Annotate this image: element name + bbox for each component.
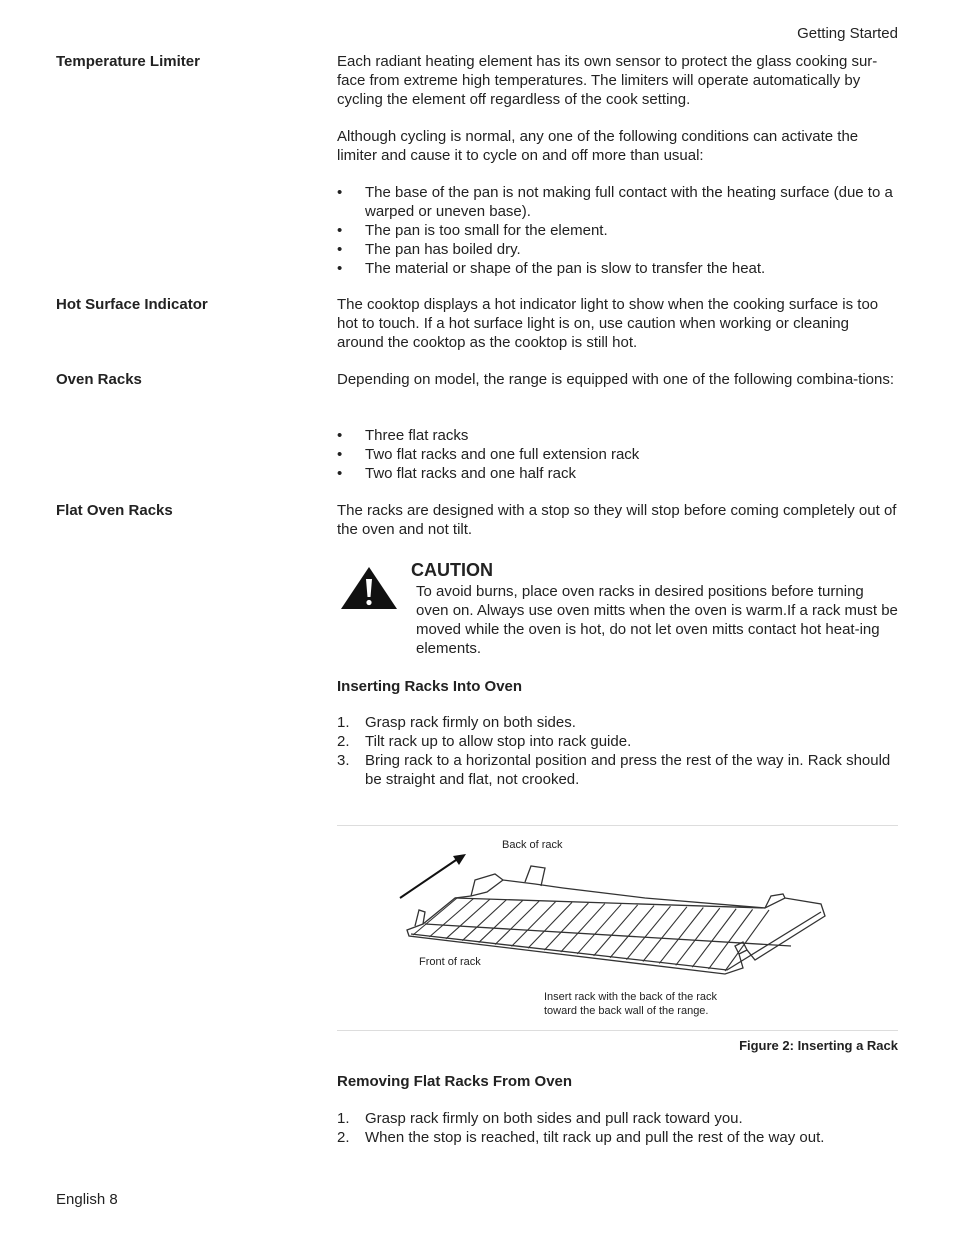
list-item: • The material or shape of the pan is slow to transfer the heat.	[337, 260, 766, 277]
list-item-text: Grasp rack firmly on both sides and pull rack toward you.	[365, 1110, 743, 1127]
running-header: Getting Started	[797, 25, 898, 42]
list-item-text: The pan has boiled dry.	[365, 241, 521, 258]
rack-slat	[429, 899, 473, 937]
rack-slat	[413, 898, 457, 935]
figure-note-line2: toward the back wall of the range.	[544, 1005, 709, 1017]
rack-slat	[626, 906, 670, 959]
rack-slat	[544, 903, 588, 950]
rack-slat	[610, 906, 654, 958]
list-item: • Two flat racks and one full extension rack	[337, 446, 640, 463]
list-item: • The pan is too small for the element.	[337, 222, 608, 239]
caution-text: To avoid burns, place oven racks in desired positions before turning oven on. Always use oven mitts when the oven is warm.If a rack must be moved while the oven is hot, do not let oven mitts contact hot heat-ing elements.	[416, 583, 898, 657]
figure-note-line1: Insert rack with the back of the rack	[544, 991, 718, 1003]
inserting-steps	[337, 713, 899, 789]
rack-slat	[692, 909, 736, 967]
figure-front-label: Front of rack	[419, 956, 481, 968]
heading-removing-racks: Removing Flat Racks From Oven	[337, 1073, 573, 1090]
list-item-text: Bring rack to a horizontal position and press the rest of the way in. Rack should be straight and flat, not crooked.	[365, 752, 891, 788]
hot-surface-para: The cooktop displays a hot indicator light to show when the cooking surface is too hot to touch. If a hot surface light is on, use caution when working or cleaning around the cooktop as the cooktop is still hot.	[337, 296, 879, 351]
flat-racks-para: The racks are designed with a stop so they will stop before coming completely out of the oven and not tilt.	[337, 502, 897, 538]
heading-oven-racks: Oven Racks	[56, 371, 142, 388]
heading-temperature-limiter: Temperature Limiter	[56, 53, 200, 70]
figure-back-label: Back of rack	[502, 839, 563, 851]
oven-racks-bullets	[337, 426, 899, 483]
rack-slat	[561, 904, 605, 952]
temperature-limiter-para2: Although cycling is normal, any one of the following conditions can activate the limiter and cause it to cycle on and off more than usual:	[337, 128, 859, 164]
rack-slat	[512, 902, 556, 947]
rack-slat	[594, 905, 638, 956]
oven-rack-illustration	[395, 850, 835, 980]
list-item-text: The pan is too small for the element.	[365, 222, 608, 239]
heading-hot-surface-indicator: Hot Surface Indicator	[56, 296, 208, 313]
list-item: 1. Grasp rack firmly on both sides and pull rack toward you.	[337, 1110, 743, 1127]
rack-slat	[479, 901, 523, 943]
list-item-text: The material or shape of the pan is slow to transfer the heat.	[365, 260, 766, 277]
removing-steps	[337, 1109, 899, 1147]
list-item: 1. Grasp rack firmly on both sides.	[337, 714, 576, 731]
temperature-limiter-para1: Each radiant heating element has its own sensor to protect the glass cooking sur-face from extreme high temperatures. The limiters will operate automatically by cycling the element off regardless of the cook setting.	[337, 53, 878, 108]
list-item-text: When the stop is reached, tilt rack up and pull the rest of the way out.	[365, 1129, 825, 1146]
list-item-text: Three flat racks	[365, 427, 469, 444]
figure-caption: Figure 2: Inserting a Rack	[739, 1038, 898, 1053]
rack-slat	[495, 901, 539, 944]
list-item-text: Tilt rack up to allow stop into rack guide.	[365, 733, 632, 750]
list-item: • Three flat racks	[337, 427, 469, 444]
page-footer: English 8	[56, 1191, 118, 1208]
list-item: • The pan has boiled dry.	[337, 241, 521, 258]
rack-slat	[643, 907, 687, 962]
rack-slat	[709, 909, 753, 969]
list-item: 2. When the stop is reached, tilt rack up and pull the rest of the way out.	[337, 1129, 825, 1146]
temperature-limiter-bullets	[337, 183, 899, 278]
list-item-text: Two flat racks and one half rack	[365, 465, 576, 482]
list-item: • The base of the pan is not making full contact with the heating surface (due to a warped or uneven base).	[337, 184, 893, 220]
warning-triangle-icon	[340, 566, 398, 610]
list-item: • Two flat racks and one half rack	[337, 465, 576, 482]
rack-slat	[446, 899, 490, 939]
figure-top-rule	[337, 825, 898, 826]
list-item-text: Grasp rack firmly on both sides.	[365, 714, 576, 731]
rack-slat	[462, 900, 506, 941]
rack-slat	[577, 904, 621, 954]
list-item-text: Two flat racks and one full extension rack	[365, 446, 640, 463]
rack-slat	[676, 908, 720, 965]
list-item-text: The base of the pan is not making full contact with the heating surface (due to a warped or uneven base).	[365, 184, 893, 220]
direction-arrow-icon	[400, 854, 466, 898]
list-item: 2. Tilt rack up to allow stop into rack guide.	[337, 733, 632, 750]
rack-slat	[659, 907, 703, 963]
figure-bottom-rule	[337, 1030, 898, 1031]
heading-flat-oven-racks: Flat Oven Racks	[56, 502, 173, 519]
caution-title: CAUTION	[411, 560, 493, 580]
oven-racks-para: Depending on model, the range is equipped with one of the following combina-tions:	[337, 371, 895, 388]
heading-inserting-racks: Inserting Racks Into Oven	[337, 678, 523, 695]
list-item: 3. Bring rack to a horizontal position and press the rest of the way in. Rack should be straight and flat, not crooked.	[337, 752, 891, 788]
rack-slat	[528, 902, 572, 948]
rack-slat	[725, 910, 769, 971]
